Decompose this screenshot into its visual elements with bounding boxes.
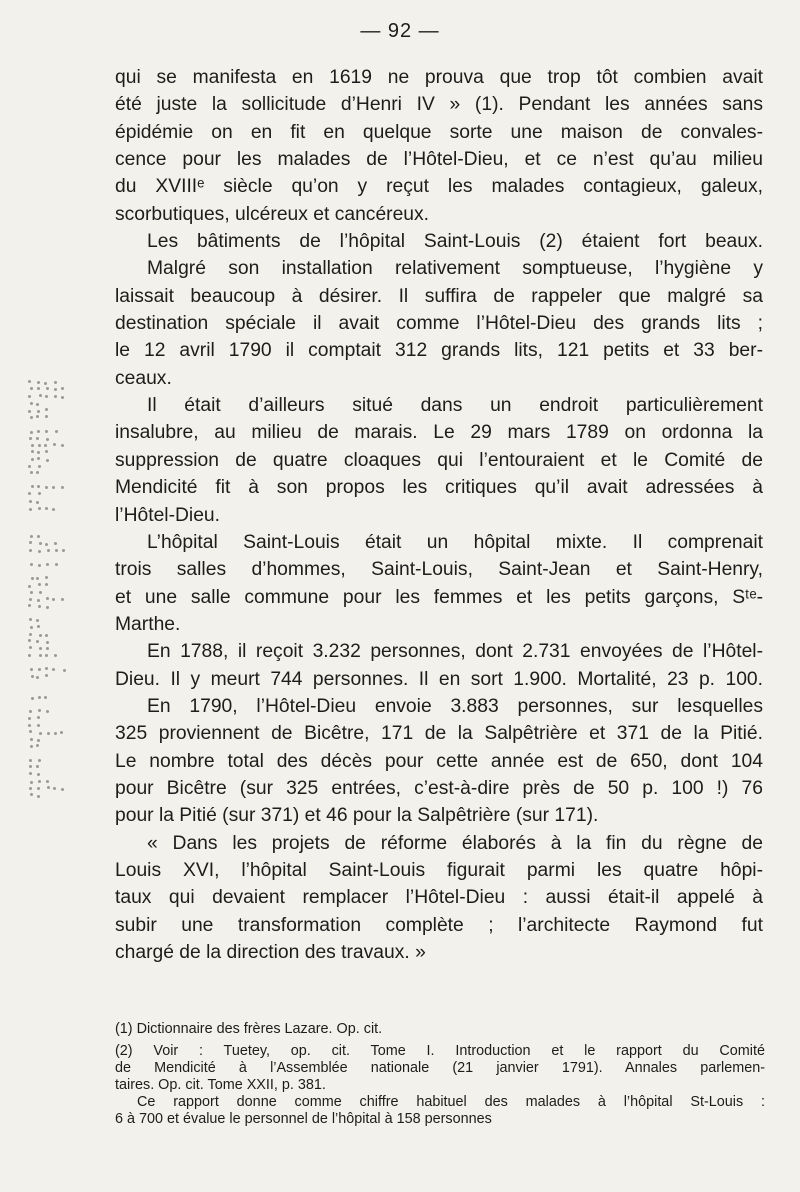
perforation-dot xyxy=(30,471,33,474)
main-text xyxy=(115,64,763,966)
text-line: En 1788, il reçoit 3.232 personnes, dont 2.731 envoyées de l’Hôtel- xyxy=(147,641,763,663)
perforation-dot xyxy=(29,541,32,544)
text-line: Dieu. Il y meurt 744 personnes. Il en sort 1.900. Mortalité, 23 p. 100. xyxy=(115,668,763,690)
perforation-dot xyxy=(44,444,47,447)
perforation-dot xyxy=(46,459,49,462)
perforation-dot xyxy=(36,501,39,504)
perforation-dot xyxy=(45,430,48,433)
footnote-line: (2) Voir : Tuetey, op. cit. Tome I. Introduction et le rapport du Comité xyxy=(115,1043,765,1059)
perforation-dot xyxy=(61,396,64,399)
perforation-dot xyxy=(45,634,48,637)
perforation-dot xyxy=(38,668,41,671)
perforation-dot xyxy=(46,387,49,390)
perforation-dot xyxy=(30,668,33,671)
text-line: l’Hôtel-Dieu. xyxy=(115,504,221,526)
perforation-dot xyxy=(31,697,34,700)
perforation-dot xyxy=(39,394,42,397)
perforation-dot xyxy=(36,744,39,747)
perforation-dot xyxy=(38,550,41,553)
perforation-dot xyxy=(45,408,48,411)
perforation-dot xyxy=(47,786,50,789)
text-line: ceaux. xyxy=(115,367,172,389)
perforation-dot xyxy=(31,577,34,580)
perforation-dot xyxy=(36,437,39,440)
perforation-dot xyxy=(37,381,40,384)
perforation-dot xyxy=(37,795,40,798)
perforation-dot xyxy=(47,549,50,552)
perforation-dot xyxy=(36,765,39,768)
perforation-dot xyxy=(30,745,33,748)
perforation-dot xyxy=(52,508,55,511)
perforation-dot xyxy=(39,591,42,594)
text-line: « Dans les projets de réforme élaborés à la fin du règne de xyxy=(147,832,763,854)
perforation-dot xyxy=(29,549,32,552)
perforation-dot xyxy=(45,415,48,418)
perforation-dot xyxy=(37,787,40,790)
perforation-dot xyxy=(55,563,58,566)
text-line: Louis XVI, l’hôpital Saint-Louis figurait parmi les quatre hôpi- xyxy=(115,859,763,881)
perforation-dot xyxy=(45,395,48,398)
perforation-dot xyxy=(28,724,31,727)
perforation-dot xyxy=(38,759,41,762)
text-line: Il était d’ailleurs situé dans un endroit particulièrement xyxy=(147,395,763,417)
text-line: été juste la sollicitude d’Henri IV » (1). Pendant les années sans xyxy=(115,94,763,116)
perforation-dot xyxy=(52,598,55,601)
perforation-dot xyxy=(30,626,33,629)
perforation-dot xyxy=(29,633,32,636)
perforation-dot xyxy=(38,605,41,608)
perforation-dot xyxy=(38,696,41,699)
perforation-dot xyxy=(28,585,31,588)
perforation-dot xyxy=(45,543,48,546)
perforation-dot xyxy=(45,674,48,677)
perforation-dot xyxy=(29,437,32,440)
perforation-dot xyxy=(54,395,57,398)
footnote-line: de Mendicité à l’Assemblée nationale (21 janvier 1791). Annales parlemen- xyxy=(115,1060,765,1076)
perforation-dot xyxy=(53,443,56,446)
perforation-dot xyxy=(37,535,40,538)
perforation-dot xyxy=(36,415,39,418)
margin-perforation-marks xyxy=(24,380,74,800)
perforation-dot xyxy=(28,465,31,468)
footnotes xyxy=(115,1021,765,1128)
text-line: pour la Pitié (sur 371) et 46 pour la Salpêtrière (sur 171). xyxy=(115,805,599,827)
perforation-dot xyxy=(45,450,48,453)
perforation-dot xyxy=(31,458,34,461)
perforation-dot xyxy=(61,598,64,601)
text-line: trois salles d’hommes, Saint-Louis, Saint-Jean et Saint-Henry, xyxy=(115,559,763,581)
text-line: et une salle commune pour les femmes et les petits garçons, Sᵗᵉ- xyxy=(115,586,763,608)
perforation-dot xyxy=(28,395,31,398)
perforation-dot xyxy=(28,410,31,413)
text-line: taux qui devaient remplacer l’Hôtel-Dieu : aussi était-il appelé à xyxy=(115,887,763,909)
perforation-dot xyxy=(54,542,57,545)
perforation-dot xyxy=(30,416,33,419)
perforation-dot xyxy=(46,606,49,609)
perforation-dot xyxy=(29,730,32,733)
perforation-dot xyxy=(37,457,40,460)
text-line: Marthe. xyxy=(115,613,181,635)
perforation-dot xyxy=(38,583,41,586)
perforation-dot xyxy=(46,647,49,650)
footnote-line: Ce rapport donne comme chiffre habituel des malades à l’hôpital St-Louis : xyxy=(137,1094,765,1110)
perforation-dot xyxy=(28,380,31,383)
perforation-dot xyxy=(54,381,57,384)
perforation-dot xyxy=(63,669,66,672)
perforation-dot xyxy=(30,793,33,796)
perforation-dot xyxy=(55,430,58,433)
perforation-dot xyxy=(29,772,32,775)
text-line: scorbutiques, ulcéreux et cancéreux. xyxy=(115,203,430,225)
perforation-dot xyxy=(37,739,40,742)
perforation-dot xyxy=(39,654,42,657)
perforation-dot xyxy=(30,387,33,390)
perforation-dot xyxy=(54,388,57,391)
perforation-dot xyxy=(55,549,58,552)
perforation-dot xyxy=(60,731,63,734)
text-line: insalubre, au milieu de marais. Le 29 mars 1789 on ordonna la xyxy=(115,422,763,444)
perforation-dot xyxy=(37,724,40,727)
text-line: pour Bicêtre (sur 325 entrées, c’est-à-dire près de 50 p. 100 !) 76 xyxy=(115,777,763,799)
perforation-dot xyxy=(36,640,39,643)
perforation-dot xyxy=(30,738,33,741)
perforation-dot xyxy=(44,382,47,385)
perforation-dot xyxy=(36,619,39,622)
perforation-dot xyxy=(38,444,41,447)
perforation-dot xyxy=(46,438,49,441)
perforation-dot xyxy=(30,402,33,405)
perforation-dot xyxy=(44,696,47,699)
footnote-line: 6 à 700 et évalue le personnel de l’hôpital à 158 personnes xyxy=(115,1111,492,1127)
perforation-dot xyxy=(30,591,33,594)
perforation-dot xyxy=(36,676,39,679)
perforation-dot xyxy=(46,563,49,566)
perforation-dot xyxy=(30,431,33,434)
perforation-dot xyxy=(30,563,33,566)
perforation-dot xyxy=(37,599,40,602)
perforation-dot xyxy=(28,492,31,495)
perforation-dot xyxy=(31,675,34,678)
perforation-dot xyxy=(29,759,32,762)
perforation-dot xyxy=(37,716,40,719)
page-number: — 92 — xyxy=(360,20,440,42)
perforation-dot xyxy=(52,486,55,489)
perforation-dot xyxy=(54,732,57,735)
perforation-dot xyxy=(45,654,48,657)
perforation-dot xyxy=(47,732,50,735)
perforation-dot xyxy=(45,486,48,489)
perforation-dot xyxy=(29,508,32,511)
perforation-dot xyxy=(62,549,65,552)
text-line: L’hôpital Saint-Louis était un hôpital mixte. Il comprenait xyxy=(147,531,763,553)
perforation-dot xyxy=(28,717,31,720)
perforation-dot xyxy=(46,597,49,600)
perforation-dot xyxy=(45,667,48,670)
perforation-dot xyxy=(61,387,64,390)
perforation-dot xyxy=(45,507,48,510)
text-line: suppression de quatre cloaques qui l’entouraient et le Comité de xyxy=(115,449,763,471)
perforation-dot xyxy=(46,710,49,713)
perforation-dot xyxy=(36,471,39,474)
text-line: chargé de la direction des travaux. » xyxy=(115,942,426,963)
text-line: Mendicité fit à son propos les critiques qu’il avait adressées à xyxy=(115,477,763,499)
footnote-line: taires. Op. cit. Tome XXII, p. 381. xyxy=(115,1077,326,1093)
perforation-dot xyxy=(39,647,42,650)
perforation-dot xyxy=(37,387,40,390)
footnote-line: (1) Dictionnaire des frères Lazare. Op. cit. xyxy=(115,1021,383,1037)
perforation-dot xyxy=(29,710,32,713)
perforation-dot xyxy=(37,430,40,433)
perforation-dot xyxy=(38,709,41,712)
perforation-dot xyxy=(29,765,32,768)
perforation-dot xyxy=(53,787,56,790)
perforation-dot xyxy=(45,576,48,579)
perforation-dot xyxy=(29,787,32,790)
perforation-dot xyxy=(29,618,32,621)
perforation-dot xyxy=(38,507,41,510)
perforation-dot xyxy=(37,625,40,628)
text-line: destination spéciale il avait comme l’Hôtel-Dieu des grands lits ; xyxy=(115,313,763,335)
text-line: qui se manifesta en 1619 ne prouva que trop tôt combien avait xyxy=(115,67,763,88)
perforation-dot xyxy=(28,654,31,657)
perforation-dot xyxy=(46,780,49,783)
perforation-dot xyxy=(52,668,55,671)
perforation-dot xyxy=(29,598,32,601)
perforation-dot xyxy=(28,604,31,607)
perforation-dot xyxy=(37,451,40,454)
perforation-dot xyxy=(38,780,41,783)
perforation-dot xyxy=(54,654,57,657)
perforation-dot xyxy=(39,634,42,637)
perforation-dot xyxy=(30,781,33,784)
perforation-dot xyxy=(36,577,39,580)
text-line: cence pour les malades de l’Hôtel-Dieu, et ce n’est qu’au milieu xyxy=(115,149,763,171)
perforation-dot xyxy=(38,492,41,495)
perforation-dot xyxy=(37,773,40,776)
text-line: 325 proviennent de Bicêtre, 171 de la Salpêtrière et 371 de la Pitié. xyxy=(115,723,763,745)
perforation-dot xyxy=(30,535,33,538)
text-line: épidémie on en fit en quelque sorte une maison de convales- xyxy=(115,121,763,143)
text-line: Les bâtiments de l’hôpital Saint-Louis (2) étaient fort beaux. xyxy=(147,231,763,253)
text-line: Malgré son installation relativement somptueuse, l’hygiène y xyxy=(147,258,763,280)
perforation-dot xyxy=(38,465,41,468)
perforation-dot xyxy=(39,542,42,545)
text-line: du XVIIIᵉ siècle qu’on y reçut les malades contagieux, galeux, xyxy=(115,176,763,198)
perforation-dot xyxy=(31,450,34,453)
text-line: Le nombre total des décès pour cette année est de 650, dont 104 xyxy=(115,750,763,772)
perforation-dot xyxy=(46,641,49,644)
perforation-dot xyxy=(61,486,64,489)
perforation-dot xyxy=(38,564,41,567)
text-line: subir une transformation complète ; l’architecte Raymond fut xyxy=(115,914,763,936)
perforation-dot xyxy=(61,444,64,447)
text-line: En 1790, l’Hôtel-Dieu envoie 3.883 personnes, sur lesquelles xyxy=(147,695,763,717)
perforation-dot xyxy=(39,732,42,735)
perforation-dot xyxy=(31,485,34,488)
perforation-dot xyxy=(29,500,32,503)
perforation-dot xyxy=(37,410,40,413)
text-line: laissait beaucoup à désirer. Il suffira de rappeler que malgré sa xyxy=(115,285,763,307)
text-line: le 12 avril 1790 il comptait 312 grands lits, 121 petits et 33 ber- xyxy=(115,340,763,362)
perforation-dot xyxy=(45,583,48,586)
perforation-dot xyxy=(28,639,31,642)
perforation-dot xyxy=(37,485,40,488)
perforation-dot xyxy=(36,403,39,406)
perforation-dot xyxy=(29,646,32,649)
perforation-dot xyxy=(61,788,64,791)
perforation-dot xyxy=(31,444,34,447)
